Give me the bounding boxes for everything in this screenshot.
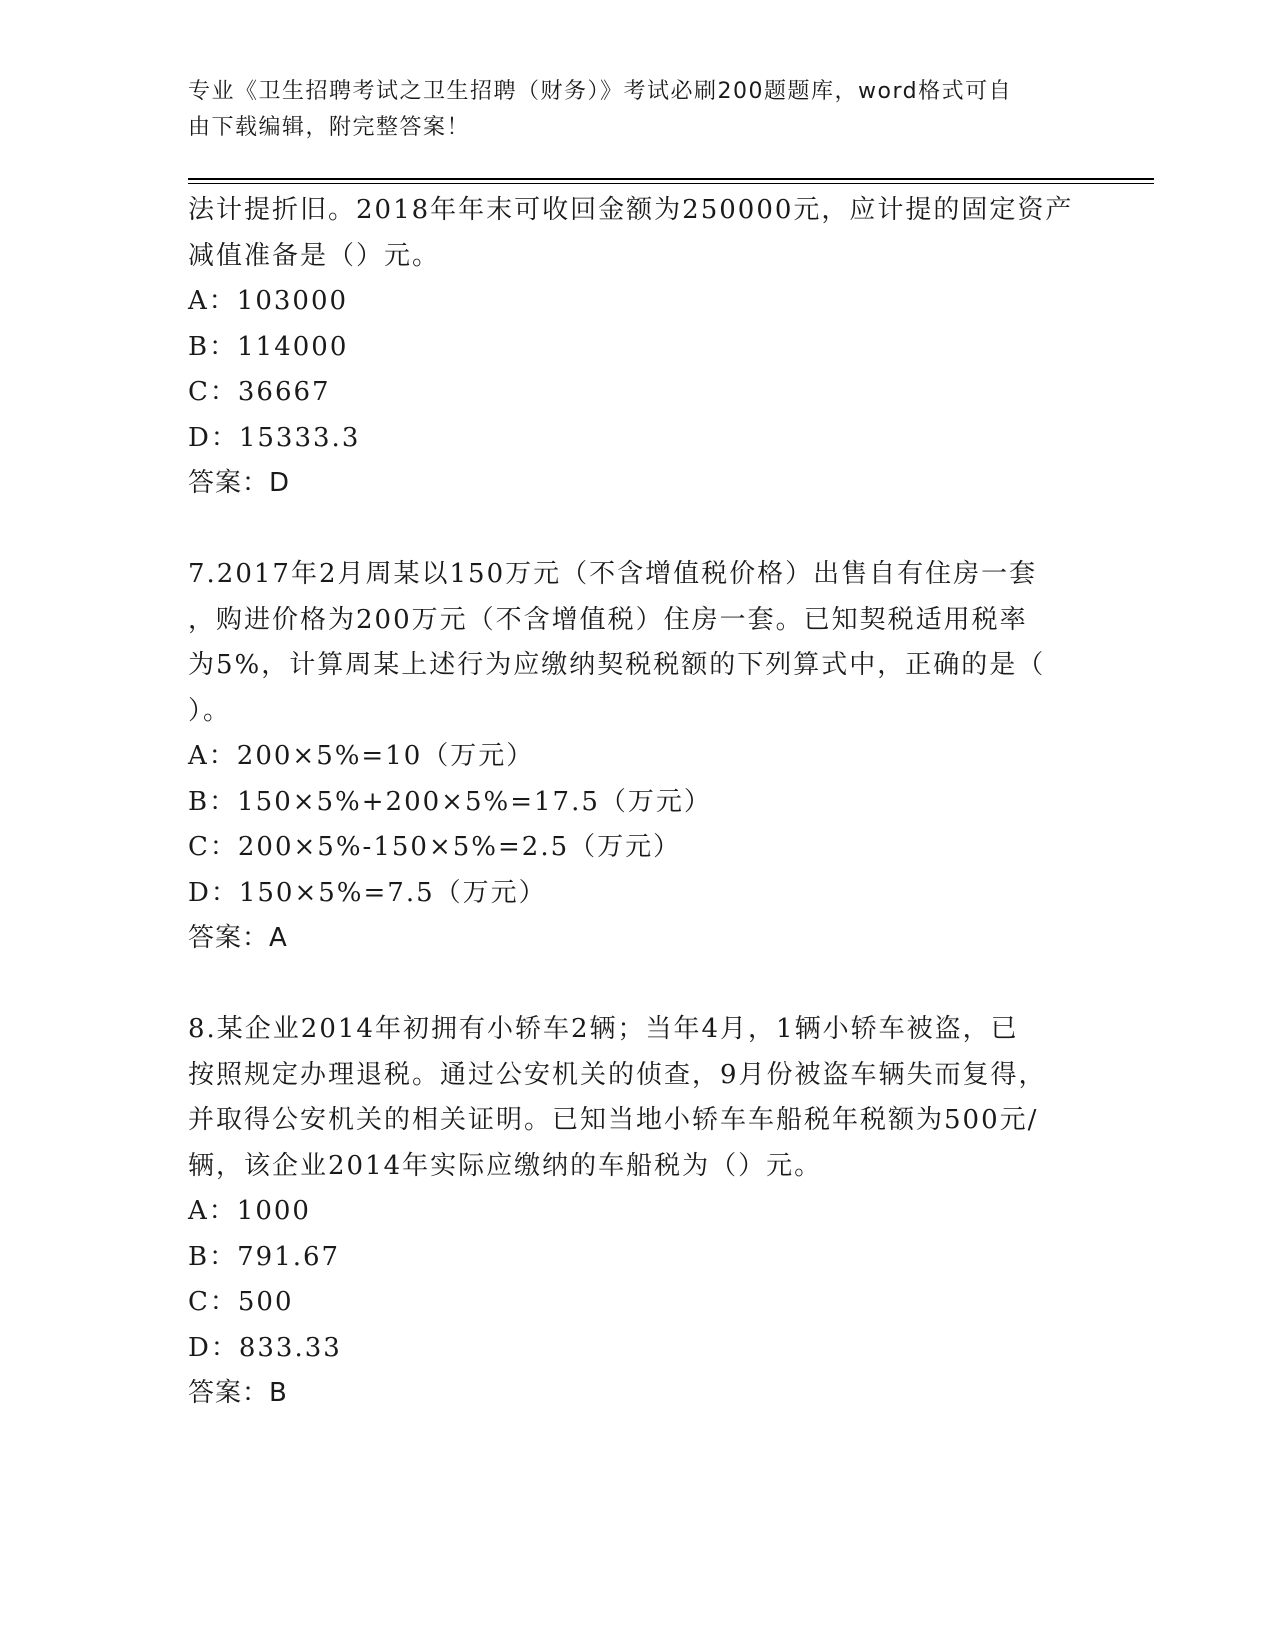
question-8 [188, 1007, 1088, 1417]
question-stem-line: 并取得公安机关的相关证明。已知当地小轿车车船税年税额为500元/ [188, 1105, 1039, 1135]
question-stem-line: 8.某企业2014年初拥有小轿车2辆；当年4月，1辆小轿车被盗，已 [188, 1014, 1019, 1044]
header-line-1: 专业《卫生招聘考试之卫生招聘（财务）》考试必刷200题题库，word格式可自 [188, 79, 1013, 104]
question-stem-line: 辆，该企业2014年实际应缴纳的车船税为（）元。 [188, 1150, 823, 1181]
question-7 [188, 552, 1088, 962]
spacer [188, 507, 1088, 553]
option-d: D：15333.3 [188, 422, 361, 453]
answer-line: 答案：D [188, 468, 291, 498]
question-stem-line: 为5%，计算周某上述行为应缴纳契税税额的下列算式中，正确的是（ [188, 650, 1046, 680]
option-a: A：1000 [188, 1196, 311, 1226]
question-6-continued [188, 188, 1088, 507]
option-a: A：103000 [188, 286, 349, 316]
question-content [188, 188, 1088, 1417]
question-stem-line: ）。 [188, 695, 232, 726]
question-stem-line: 7.2017年2月周某以150万元（不含增值税价格）出售自有住房一套 [188, 559, 1038, 589]
option-b: B：114000 [188, 331, 349, 362]
option-a: A：200×5%=10（万元） [188, 741, 535, 771]
document-header [188, 74, 1068, 146]
option-c: C：200×5%-150×5%=2.5（万元） [188, 832, 682, 862]
header-line-2: 由下载编辑，附完整答案！ [188, 115, 471, 140]
question-stem-line: 按照规定办理退税。通过公安机关的侦查，9月份被盗车辆失而复得， [188, 1059, 1047, 1090]
spacer [188, 962, 1088, 1008]
option-c: C：500 [188, 1287, 294, 1317]
option-b: B：791.67 [188, 1241, 341, 1272]
answer-line: 答案：B [188, 1378, 288, 1408]
option-d: D：150×5%=7.5（万元） [188, 877, 547, 908]
question-stem-line: 减值准备是（）元。 [188, 240, 441, 271]
question-stem-line: 法计提折旧。2018年年末可收回金额为250000元，应计提的固定资产 [188, 195, 1074, 225]
header-rule-thick [188, 178, 1154, 180]
option-d: D：833.33 [188, 1332, 342, 1363]
header-rule-thin [188, 183, 1154, 184]
option-b: B：150×5%+200×5%=17.5（万元） [188, 786, 712, 817]
option-c: C：36667 [188, 377, 331, 407]
answer-line: 答案：A [188, 923, 288, 953]
question-stem-line: ，购进价格为200万元（不含增值税）住房一套。已知契税适用税率 [188, 604, 1028, 635]
